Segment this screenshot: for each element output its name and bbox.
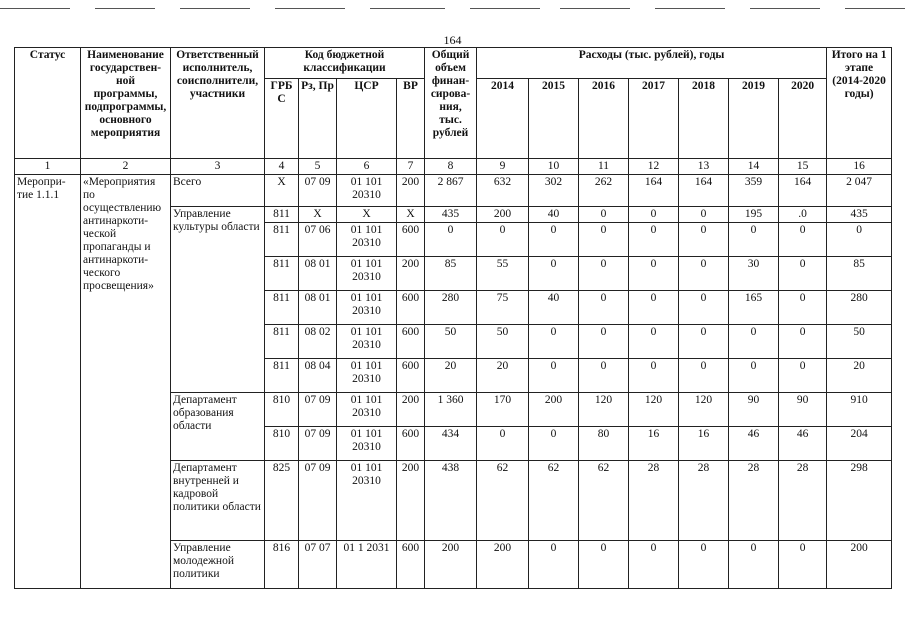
header-stage-total: Итого на 1 этапе (2014-2020 годы) — [827, 48, 892, 159]
year-value-cell: 170 — [477, 393, 529, 427]
year-value-cell: 46 — [779, 427, 827, 461]
column-number: 5 — [299, 159, 337, 175]
grbs-cell: 811 — [265, 207, 299, 223]
grbs-cell: 811 — [265, 359, 299, 393]
header-status: Статус — [15, 48, 81, 159]
year-value-cell: 0 — [477, 427, 529, 461]
rz-pr-cell: 08 01 — [299, 257, 337, 291]
header-year-2019: 2019 — [729, 79, 779, 159]
year-value-cell: 195 — [729, 207, 779, 223]
rz-pr-cell: 08 01 — [299, 291, 337, 325]
stage-total-cell: 910 — [827, 393, 892, 427]
year-value-cell: 16 — [629, 427, 679, 461]
column-number: 3 — [171, 159, 265, 175]
year-value-cell: 0 — [629, 541, 679, 589]
year-value-cell: 200 — [477, 541, 529, 589]
header-name: Наименование государствен-ной программы, подпрограммы, основного мероприятия — [81, 48, 171, 159]
column-number: 1 — [15, 159, 81, 175]
year-value-cell: 0 — [529, 223, 579, 257]
vr-cell: 200 — [397, 257, 425, 291]
year-value-cell: 0 — [579, 359, 629, 393]
year-value-cell: 75 — [477, 291, 529, 325]
year-value-cell: 0 — [529, 325, 579, 359]
header-grbs: ГРБС — [265, 79, 299, 159]
year-value-cell: 0 — [779, 541, 827, 589]
stage-total-cell: 50 — [827, 325, 892, 359]
vr-cell: Х — [397, 207, 425, 223]
column-number: 13 — [679, 159, 729, 175]
year-value-cell: 0 — [779, 223, 827, 257]
grbs-cell: 811 — [265, 257, 299, 291]
header-year-2015: 2015 — [529, 79, 579, 159]
grbs-cell: 811 — [265, 325, 299, 359]
csr-cell: 01 101 20310 — [337, 223, 397, 257]
year-value-cell: 62 — [529, 461, 579, 541]
year-value-cell: 632 — [477, 175, 529, 207]
column-number: 9 — [477, 159, 529, 175]
stage-total-cell: 2 047 — [827, 175, 892, 207]
year-value-cell: 0 — [579, 257, 629, 291]
year-value-cell: 165 — [729, 291, 779, 325]
year-value-cell: 20 — [477, 359, 529, 393]
year-value-cell: 0 — [679, 359, 729, 393]
year-value-cell: 28 — [729, 461, 779, 541]
header-vr: ВР — [397, 79, 425, 159]
column-number: 4 — [265, 159, 299, 175]
year-value-cell: 0 — [629, 223, 679, 257]
header-year-2014: 2014 — [477, 79, 529, 159]
csr-cell: 01 101 20310 — [337, 291, 397, 325]
stage-total-cell: 85 — [827, 257, 892, 291]
header-year-2018: 2018 — [679, 79, 729, 159]
year-value-cell: 0 — [679, 257, 729, 291]
header-total-volume: Общий объем финан-сирова-ния, тыс. рублей — [425, 48, 477, 159]
year-value-cell: 55 — [477, 257, 529, 291]
year-value-cell: 200 — [529, 393, 579, 427]
csr-cell: 01 101 20310 — [337, 325, 397, 359]
grbs-cell: 816 — [265, 541, 299, 589]
grbs-cell: 811 — [265, 291, 299, 325]
measure-name-cell: «Мероприятия по осуществлению антинаркоти-ческой пропаганды и антинаркоти-ческого просвещения» — [81, 175, 171, 589]
header-year-2020: 2020 — [779, 79, 827, 159]
column-number: 7 — [397, 159, 425, 175]
year-value-cell: 28 — [679, 461, 729, 541]
header-budget-code: Код бюджетной классификации — [265, 48, 425, 79]
header-expenses: Расходы (тыс. рублей), годы — [477, 48, 827, 79]
stage-total-cell: 20 — [827, 359, 892, 393]
vr-cell: 600 — [397, 427, 425, 461]
total-volume-cell: 280 — [425, 291, 477, 325]
grbs-cell: Х — [265, 175, 299, 207]
year-value-cell: 62 — [579, 461, 629, 541]
year-value-cell: 0 — [629, 291, 679, 325]
year-value-cell: 0 — [729, 359, 779, 393]
year-value-cell: 0 — [579, 223, 629, 257]
year-value-cell: 16 — [679, 427, 729, 461]
total-volume-cell: 435 — [425, 207, 477, 223]
year-value-cell: 0 — [529, 541, 579, 589]
total-volume-cell: 20 — [425, 359, 477, 393]
total-volume-cell: 200 — [425, 541, 477, 589]
grbs-cell: 810 — [265, 427, 299, 461]
column-number: 16 — [827, 159, 892, 175]
status-cell: Меропри-тие 1.1.1 — [15, 175, 81, 589]
total-volume-cell: 1 360 — [425, 393, 477, 427]
header-csr: ЦСР — [337, 79, 397, 159]
column-number: 11 — [579, 159, 629, 175]
rz-pr-cell: 07 09 — [299, 461, 337, 541]
csr-cell: 01 101 20310 — [337, 359, 397, 393]
year-value-cell: 40 — [529, 207, 579, 223]
responsible-cell: Департамент внутренней и кадровой политики области — [171, 461, 265, 541]
total-volume-cell: 85 — [425, 257, 477, 291]
total-volume-cell: 438 — [425, 461, 477, 541]
year-value-cell: 0 — [579, 541, 629, 589]
total-volume-cell: 434 — [425, 427, 477, 461]
year-value-cell: 28 — [629, 461, 679, 541]
grbs-cell: 810 — [265, 393, 299, 427]
year-value-cell: 0 — [529, 257, 579, 291]
year-value-cell: 0 — [779, 291, 827, 325]
year-value-cell: 359 — [729, 175, 779, 207]
table-row — [15, 175, 892, 207]
year-value-cell: 0 — [529, 427, 579, 461]
responsible-cell: Управление культуры области — [171, 207, 265, 393]
total-volume-cell: 50 — [425, 325, 477, 359]
year-value-cell: 200 — [477, 207, 529, 223]
year-value-cell: 0 — [779, 257, 827, 291]
total-volume-cell: 0 — [425, 223, 477, 257]
vr-cell: 200 — [397, 461, 425, 541]
grbs-cell: 811 — [265, 223, 299, 257]
column-number: 2 — [81, 159, 171, 175]
rz-pr-cell: 08 04 — [299, 359, 337, 393]
year-value-cell: 164 — [779, 175, 827, 207]
year-value-cell: 0 — [629, 257, 679, 291]
csr-cell: Х — [337, 207, 397, 223]
column-number: 6 — [337, 159, 397, 175]
stage-total-cell: 204 — [827, 427, 892, 461]
rz-pr-cell: 07 07 — [299, 541, 337, 589]
year-value-cell: 0 — [729, 541, 779, 589]
year-value-cell: 90 — [779, 393, 827, 427]
stage-total-cell: 298 — [827, 461, 892, 541]
year-value-cell: 30 — [729, 257, 779, 291]
year-value-cell: .0 — [779, 207, 827, 223]
vr-cell: 600 — [397, 325, 425, 359]
rz-pr-cell: 07 09 — [299, 427, 337, 461]
vr-cell: 600 — [397, 541, 425, 589]
stage-total-cell: 435 — [827, 207, 892, 223]
year-value-cell: 164 — [679, 175, 729, 207]
year-value-cell: 46 — [729, 427, 779, 461]
responsible-cell: Всего — [171, 175, 265, 207]
year-value-cell: 90 — [729, 393, 779, 427]
vr-cell: 600 — [397, 291, 425, 325]
year-value-cell: 40 — [529, 291, 579, 325]
year-value-cell: 0 — [679, 291, 729, 325]
year-value-cell: 0 — [779, 325, 827, 359]
column-number: 12 — [629, 159, 679, 175]
year-value-cell: 262 — [579, 175, 629, 207]
year-value-cell: 0 — [779, 359, 827, 393]
vr-cell: 200 — [397, 393, 425, 427]
responsible-cell: Департамент образования области — [171, 393, 265, 461]
year-value-cell: 0 — [629, 207, 679, 223]
year-value-cell: 0 — [629, 325, 679, 359]
header-year-2017: 2017 — [629, 79, 679, 159]
year-value-cell: 0 — [679, 541, 729, 589]
year-value-cell: 0 — [579, 325, 629, 359]
year-value-cell: 0 — [679, 223, 729, 257]
stage-total-cell: 200 — [827, 541, 892, 589]
year-value-cell: 50 — [477, 325, 529, 359]
year-value-cell: 302 — [529, 175, 579, 207]
rz-pr-cell: 08 02 — [299, 325, 337, 359]
header-year-2016: 2016 — [579, 79, 629, 159]
vr-cell: 200 — [397, 175, 425, 207]
year-value-cell: 28 — [779, 461, 827, 541]
year-value-cell: 0 — [477, 223, 529, 257]
rz-pr-cell: 07 09 — [299, 175, 337, 207]
year-value-cell: 0 — [529, 359, 579, 393]
total-volume-cell: 2 867 — [425, 175, 477, 207]
year-value-cell: 120 — [679, 393, 729, 427]
stage-total-cell: 0 — [827, 223, 892, 257]
rz-pr-cell: 07 09 — [299, 393, 337, 427]
stage-total-cell: 280 — [827, 291, 892, 325]
column-number: 10 — [529, 159, 579, 175]
year-value-cell: 120 — [629, 393, 679, 427]
column-number: 8 — [425, 159, 477, 175]
csr-cell: 01 101 20310 — [337, 175, 397, 207]
rz-pr-cell: Х — [299, 207, 337, 223]
top-rule — [0, 8, 905, 10]
responsible-cell: Управление молодежной политики — [171, 541, 265, 589]
csr-cell: 01 101 20310 — [337, 461, 397, 541]
year-value-cell: 0 — [679, 207, 729, 223]
year-value-cell: 0 — [579, 291, 629, 325]
vr-cell: 600 — [397, 359, 425, 393]
year-value-cell: 0 — [729, 223, 779, 257]
page-number: 164 — [443, 33, 462, 47]
csr-cell: 01 101 20310 — [337, 427, 397, 461]
year-value-cell: 0 — [729, 325, 779, 359]
header-responsible: Ответственный исполнитель, соисполнители, участники — [171, 48, 265, 159]
year-value-cell: 62 — [477, 461, 529, 541]
year-value-cell: 120 — [579, 393, 629, 427]
rz-pr-cell: 07 06 — [299, 223, 337, 257]
year-value-cell: 0 — [679, 325, 729, 359]
year-value-cell: 0 — [579, 207, 629, 223]
budget-table — [14, 47, 892, 589]
csr-cell: 01 101 20310 — [337, 393, 397, 427]
column-number: 15 — [779, 159, 827, 175]
header-rz-pr: Рз, Пр — [299, 79, 337, 159]
year-value-cell: 80 — [579, 427, 629, 461]
year-value-cell: 164 — [629, 175, 679, 207]
vr-cell: 600 — [397, 223, 425, 257]
column-number: 14 — [729, 159, 779, 175]
csr-cell: 01 1 2031 — [337, 541, 397, 589]
csr-cell: 01 101 20310 — [337, 257, 397, 291]
grbs-cell: 825 — [265, 461, 299, 541]
column-number-row — [15, 159, 892, 175]
year-value-cell: 0 — [629, 359, 679, 393]
